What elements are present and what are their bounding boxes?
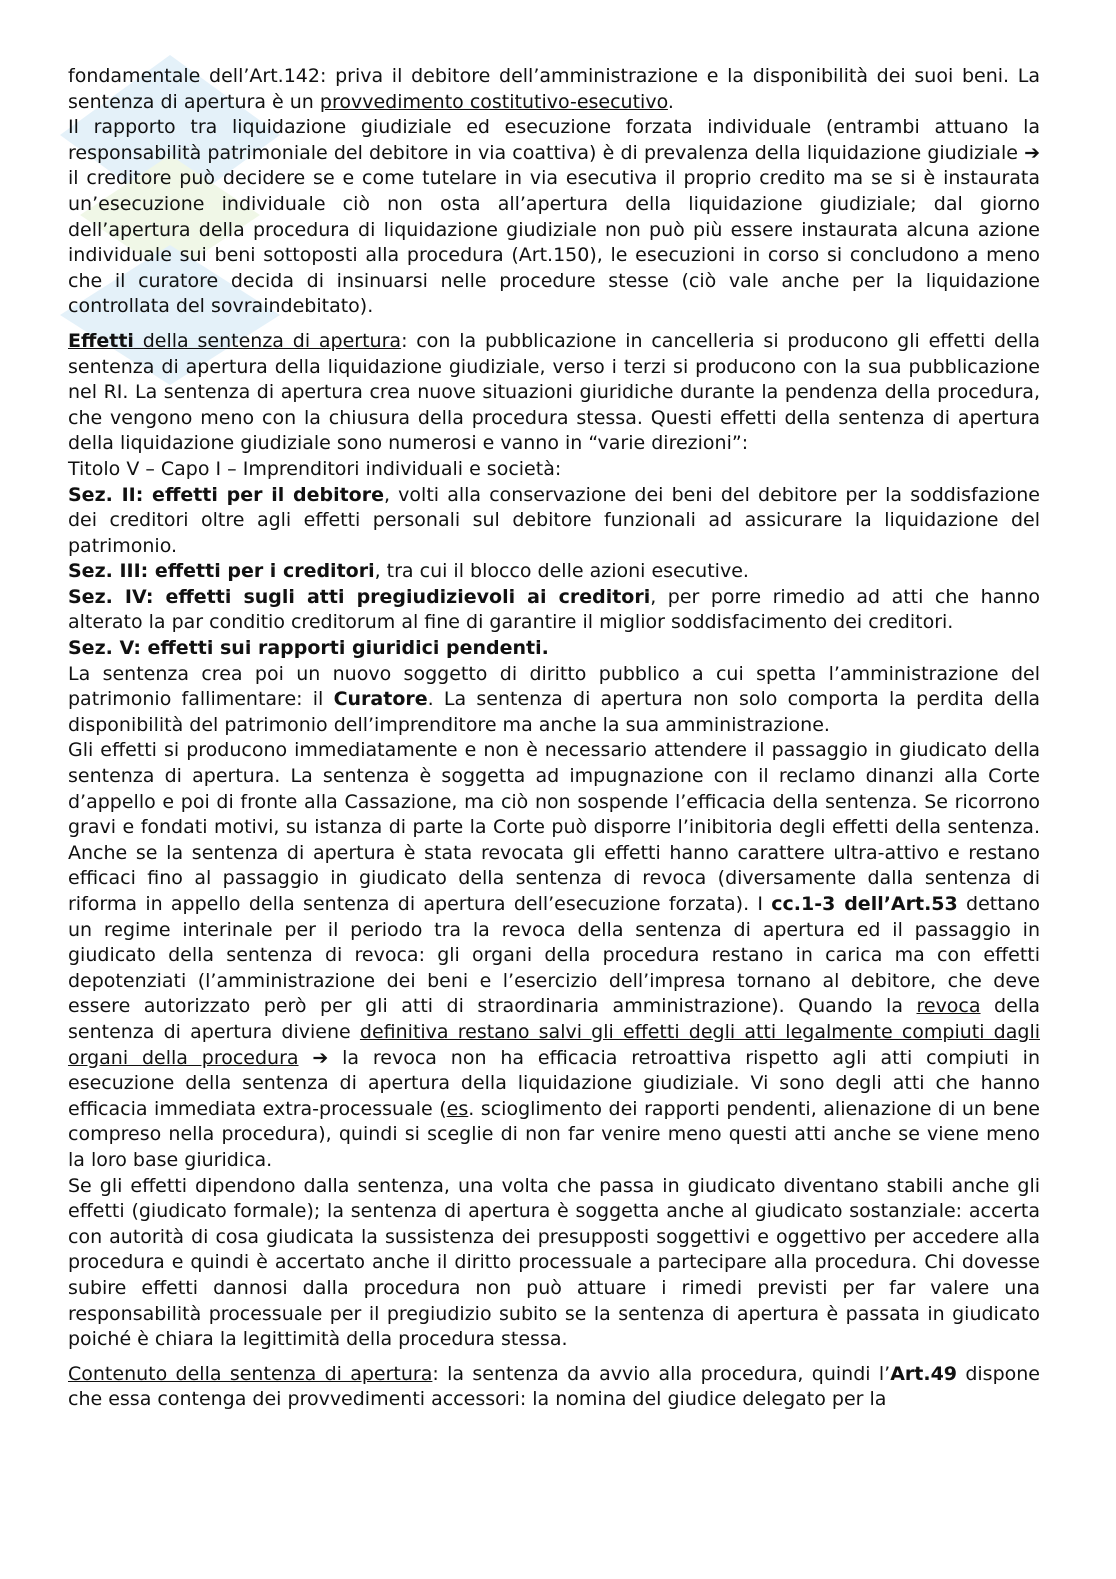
text-run: : la sentenza da avvio alla procedura, quindi l’ <box>432 1362 891 1385</box>
paragraph-titolo: Titolo V – Capo I – Imprenditori individuali e società: <box>68 457 562 480</box>
paragraph-contenuto <box>68 1362 1040 1413</box>
underlined-text: definitiva restano salvi gli effetti degli atti legalmente compiuti dagli organi della procedura <box>68 1020 1040 1069</box>
text-run: la revoca non ha efficacia retroattiva rispetto agli atti compiuti in esecuzione della sentenza di apertura della liquidazione giudiziale. Vi sono degli atti che hanno efficacia immediata extra-processuale ( <box>68 1046 1041 1120</box>
underlined-text: della sentenza di apertura <box>133 329 402 352</box>
paragraph-effetti <box>68 329 1040 457</box>
text-run: : con la pubblicazione in cancelleria si producono gli effetti della sentenza di apertura della liquidazione giudiziale, verso i terzi si producono con la sua pubblicazione nel RI. La sentenza di apertura crea nuove situazioni giuridiche durante la pendenza della procedura, che vengono meno con la chiusura della procedura stessa. Questi effetti della sentenza di apertura della liquidazione giudiziale sono numerosi e vanno in “varie direzioni”: <box>68 329 1040 455</box>
paragraph-1 <box>68 64 1040 115</box>
bold-term: Curatore <box>333 688 428 711</box>
underlined-text: revoca <box>916 995 981 1018</box>
text-run: , tra cui il blocco delle azioni esecutive. <box>374 560 749 583</box>
section-heading: Effetti <box>68 329 134 352</box>
text-run: La sentenza crea poi un nuovo soggetto di diritto pubblico a cui spetta l’amministrazione del patrimonio fallimentare: il <box>68 662 1040 711</box>
bold-term: Art.49 <box>890 1362 958 1385</box>
paragraph-giudicato: Se gli effetti dipendono dalla sentenza, una volta che passa in giudicato diventano stabili anche gli effetti (giudicato formale); la sentenza di apertura è soggetta anche al giudicato sostanziale: accerta con autorità di cosa giudicata la sussistenza dei presupposti soggettivi e oggettivo per accedere alla procedura e quindi è accertato anche il diritto processuale a partecipare alla procedura. Chi dovesse subire effetti dannosi dalla procedura non può attuare i rimedi previsti per far valere una responsabilità processuale per il pregiudizio subito se la sentenza di apertura è passata in giudicato poiché è chiara la legittimità della procedura stessa. <box>68 1174 1040 1351</box>
text-run: dettano un regime interinale per il periodo tra la revoca della sentenza di apertura ed il passaggio in giudicato della sentenza di revoca: gli organi della procedura restano in carica ma con effetti depotenziati (l’amministrazione dei beni e l’esercizio dell’impresa tornano al debitore, che deve essere autorizzato però per gli atti di straordinaria amministrazione). Quando la <box>68 893 1041 1018</box>
paragraph-sez-3 <box>68 559 1040 585</box>
text-run: , per porre rimedio ad atti che hanno alterato la par conditio creditorum al fine di garantire il miglior soddisfacimento dei creditori. <box>68 585 1040 634</box>
bold-heading: Sez. II: effetti per il debitore <box>68 483 384 506</box>
underlined-text: provvedimento costitutivo-esecutivo <box>319 90 668 113</box>
paragraph-sez-2 <box>68 483 1040 560</box>
paragraph-sez-5 <box>68 636 1040 662</box>
section-heading: Contenuto della sentenza di apertura <box>68 1362 433 1385</box>
paragraph-curatore <box>68 662 1040 739</box>
arrow-right-icon: ➔ <box>1024 141 1040 164</box>
text-run: . La sentenza di apertura non solo comporta la perdita della disponibilità del patrimonio dell’imprenditore ma anche la sua amministrazione. <box>68 688 1041 736</box>
bold-heading: Sez. III: effetti per i creditori <box>68 560 375 583</box>
text-run: della sentenza di apertura diviene <box>68 995 1040 1043</box>
paragraph-2 <box>68 115 1040 320</box>
bold-heading: Sez. V: effetti sui rapporti giuridici pendenti. <box>68 637 549 660</box>
text-run: , volti alla conservazione dei beni del debitore per la soddisfazione dei creditori oltre agli effetti personali sul debitore funzionali ad assicurare la liquidazione del patrimonio. <box>68 483 1040 557</box>
paragraph-sez-4 <box>68 585 1040 636</box>
text-run: dispone che essa contenga dei provvedimenti accessori: la nomina del giudice delegato per la <box>68 1362 1040 1411</box>
text-run: . scioglimento dei rapporti pendenti, alienazione di un bene compreso nella procedura), quindi si sceglie di non far venire meno questi atti anche se viene meno la loro base giuridica. <box>68 1097 1040 1171</box>
bold-heading: Sez. IV: effetti sugli atti pregiudizievoli ai creditori <box>68 585 651 608</box>
document-page <box>68 64 1040 1413</box>
text-run: il creditore può decidere se e come tutelare in via esecutiva il proprio credito ma se si è instaurata un’esecuzione individuale ciò non osta all’apertura della liquidazione giudiziale; dal giorno dell’apertura della procedura di liquidazione giudiziale non può più essere instaurata alcuna azione individuale sui beni sottoposti alla procedura (Art.150), le esecuzioni in corso si concludono a meno che il curatore decida di insinuarsi nelle procedure stesse (ciò vale anche per la liquidazione controllata del sovraindebitato). <box>68 167 1040 318</box>
arrow-right-icon: ➔ <box>298 1046 343 1069</box>
text-run: Gli effetti si producono immediatamente e non è necessario attendere il passaggio in giudicato della sentenza di apertura. La sentenza è soggetta ad impugnazione con il reclamo dinanzi alla Corte d’appello e poi di fronte alla Cassazione, ma ciò non sospende l’efficacia della sentenza. Se ricorrono gravi e fondati motivi, su istanza di parte la Corte può disporre l’inibitoria degli effetti della sentenza. Anche se la sentenza di apertura è stata revocata gli effetti hanno carattere ultra-attivo e restano efficaci fino al passaggio in giudicato della sentenza di revoca (diversamente dalla sentenza di riforma in appello della sentenza di apertura dell’esecuzione forzata). I <box>68 739 1040 915</box>
text-run: Il rapporto tra liquidazione giudiziale ed esecuzione forzata individuale (entrambi attuano la responsabilità patrimoniale del debitore in via coattiva) è di prevalenza della liquidazione giudiziale <box>68 116 1040 164</box>
text-run: fondamentale dell’Art.142: priva il debitore dell’amministrazione e la disponibilità dei suoi beni. La sentenza di apertura è un <box>68 65 1040 113</box>
bold-term: cc.1-3 dell’Art.53 <box>771 893 958 915</box>
paragraph-effetti-immediati <box>68 738 1040 1173</box>
underlined-text: es <box>446 1097 469 1120</box>
text-run: . <box>667 90 674 113</box>
